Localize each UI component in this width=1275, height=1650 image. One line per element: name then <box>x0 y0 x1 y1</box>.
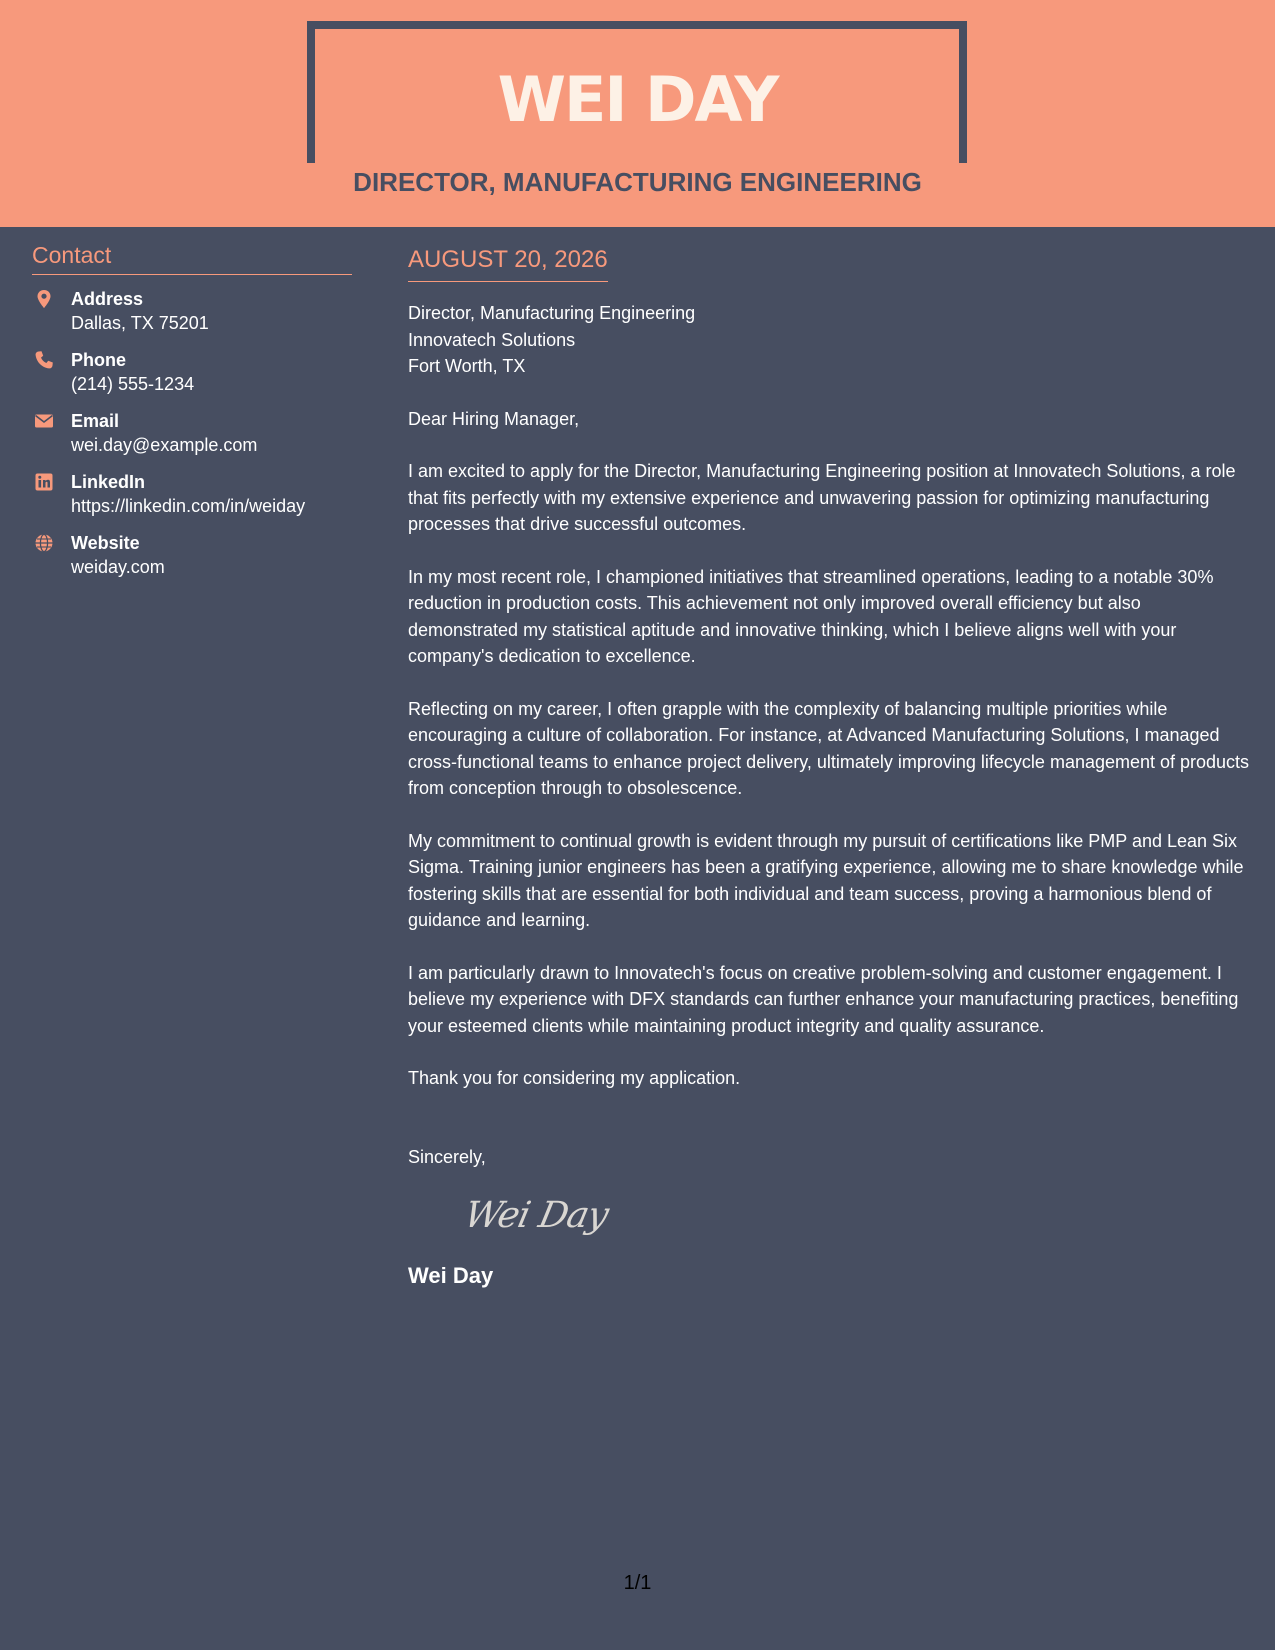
address-value: Dallas, TX 75201 <box>71 313 209 333</box>
contact-label: Phone <box>71 350 127 370</box>
contact-sidebar <box>32 240 352 580</box>
candidate-name: WEI DAY <box>497 63 778 136</box>
contact-label: Address <box>71 289 144 309</box>
envelope-icon <box>34 411 54 431</box>
contact-item-linkedin <box>32 470 352 519</box>
linkedin-value[interactable]: https://linkedin.com/in/weiday <box>71 496 306 516</box>
contact-label: Email <box>71 411 120 431</box>
header-banner <box>0 0 1275 227</box>
letter-date: AUGUST 20, 2026 <box>408 243 608 282</box>
map-pin-icon <box>34 289 54 309</box>
signer-name: Wei Day <box>408 1262 494 1288</box>
closing: Sincerely, <box>408 1146 486 1167</box>
recipient-block <box>408 300 1253 380</box>
page-number: 1/1 <box>623 1572 652 1594</box>
letter-body <box>408 243 1253 1290</box>
recipient-line: Director, Manufacturing Engineering <box>408 303 696 323</box>
candidate-role: DIRECTOR, MANUFACTURING ENGINEERING <box>353 167 922 197</box>
body-paragraph: Reflecting on my career, I often grapple with the complexity of balancing multiple priorities while encouraging a culture of collaboration. For instance, at Advanced Manufacturing Solutions, I managed cross-functional teams to enhance project delivery, ultimately improving lifecycle management of products from conception through to obsolescence. <box>408 698 1250 798</box>
phone-value: (214) 555-1234 <box>71 374 195 394</box>
recipient-line: Fort Worth, TX <box>408 356 526 376</box>
contact-item-email <box>32 409 352 458</box>
phone-icon <box>34 350 54 370</box>
website-value[interactable]: weiday.com <box>71 557 165 577</box>
signature: Wei Day <box>460 1194 612 1236</box>
body-paragraph: My commitment to continual growth is evident through my pursuit of certifications like PMP and Lean Six Sigma. Training junior engineers has been a gratifying experience, allowing me to share knowledge while fostering skills that are essential for both individual and team success, proving a harmonious blend of guidance and learning. <box>408 830 1244 930</box>
linkedin-icon <box>34 472 54 492</box>
contact-item-website <box>32 531 352 580</box>
body-paragraph: I am particularly drawn to Innovatech's focus on creative problem-solving and customer engagement. I believe my experience with DFX standards can further enhance your manufacturing practices, benefiting your esteemed clients while maintaining product integrity and quality assurance. <box>408 962 1239 1036</box>
email-value[interactable]: wei.day@example.com <box>71 435 258 455</box>
contact-label: LinkedIn <box>71 472 146 492</box>
body-paragraph: Thank you for considering my application. <box>408 1068 741 1088</box>
contact-label: Website <box>71 533 140 553</box>
recipient-line: Innovatech Solutions <box>408 329 576 350</box>
contact-item-phone <box>32 348 352 397</box>
contact-heading: Contact <box>32 240 352 275</box>
contact-item-address <box>32 287 352 336</box>
greeting: Dear Hiring Manager, <box>408 408 580 429</box>
body-paragraph: I am excited to apply for the Director, Manufacturing Engineering position at Innovatech Solutions, a role that fits perfectly with my extensive experience and unwavering passion for optimizing manufacturing processes that drive successful outcomes. <box>408 461 1236 534</box>
globe-icon <box>34 533 54 553</box>
body-paragraph: In my most recent role, I championed initiatives that streamlined operations, leading to a notable 30% reduction in production costs. This achievement not only improved overall efficiency but also demonstrated my statistical aptitude and innovative thinking, which I believe aligns well with your company's dedication to excellence. <box>408 566 1214 666</box>
